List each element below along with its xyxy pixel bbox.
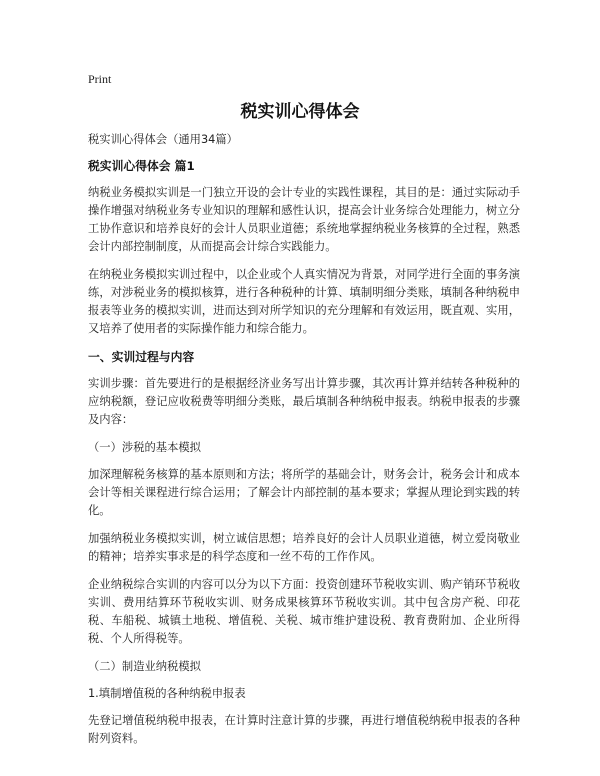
paragraph: 纳税业务模拟实训是一门独立开设的会计专业的实践性课程，其目的是：通过实际动手操作增强对纳税业务专业知识的理解和感性认识，提高会计业务综合处理能力，树立分工协作意识和培养良好的会计人员职业道德；系统地掌握纳税业务核算的全过程，熟悉会计内部控制制度，从而提高会计综合实践能力。 <box>88 186 520 253</box>
paragraph: 加强纳税业务模拟实训，树立诚信思想；培养良好的会计人员职业道德，树立爱岗敬业的精神；培养实事求是的科学态度和一丝不苟的工作作风。 <box>88 532 520 563</box>
document-body <box>88 131 520 758</box>
section-heading-essay-1: 税实训心得体会 篇1 <box>88 159 195 173</box>
paragraph: 先登记增值税纳税申报表，在计算时注意计算的步骤，再进行增值税纳税申报表的各种附列资料。 <box>88 714 520 745</box>
paragraph: 实训步骤：首先要进行的是根据经济业务写出计算步骤，其次再计算并结转各种税种的应纳税额，登记应收税费等明细分类账，最后填制各种纳税申报表。纳税申报表的步骤及内容： <box>88 377 520 426</box>
document-subtitle: 税实训心得体会（通用34篇） <box>88 133 238 146</box>
paragraph: 加深理解税务核算的基本原则和方法；将所学的基础会计，财务会计，税务会计和成本会计等相关课程进行综合运用；了解会计内部控制的基本要求；掌握从理论到实践的转化。 <box>88 468 520 517</box>
paragraph: 在纳税业务模拟实训过程中，以企业或个人真实情况为背景，对同学进行全面的事务演练，对涉税业务的模拟核算，进行各种税种的计算、填制明细分类账，填制各种纳税申报表等业务的模拟实训，进而达到对所学知识的充分理解和有效运用，既直观、实用，又培养了使用者的实际操作能力和综合能力。 <box>88 268 520 335</box>
page-title: 税实训心得体会 <box>240 102 360 122</box>
subheading-manufacturing-simulation: （二）制造业纳税模拟 <box>88 660 201 673</box>
paragraph: 企业纳税综合实训的内容可以分为以下方面：投资创建环节税收实训、购产销环节税收实训、费用结算环节税收实训、财务成果核算环节税收实训。其中包含房产税、印花税、车船税、城镇土地税、增值税、关税、城市维护建设税、教育费附加、企业所得税、个人所得税等。 <box>88 578 520 645</box>
section-heading-process: 一、实训过程与内容 <box>88 350 195 364</box>
subheading-vat-forms: 1.填制增值税的各种纳税申报表 <box>88 687 246 700</box>
subheading-basic-simulation: （一）涉税的基本模拟 <box>88 441 201 454</box>
print-label: Print <box>88 72 112 86</box>
